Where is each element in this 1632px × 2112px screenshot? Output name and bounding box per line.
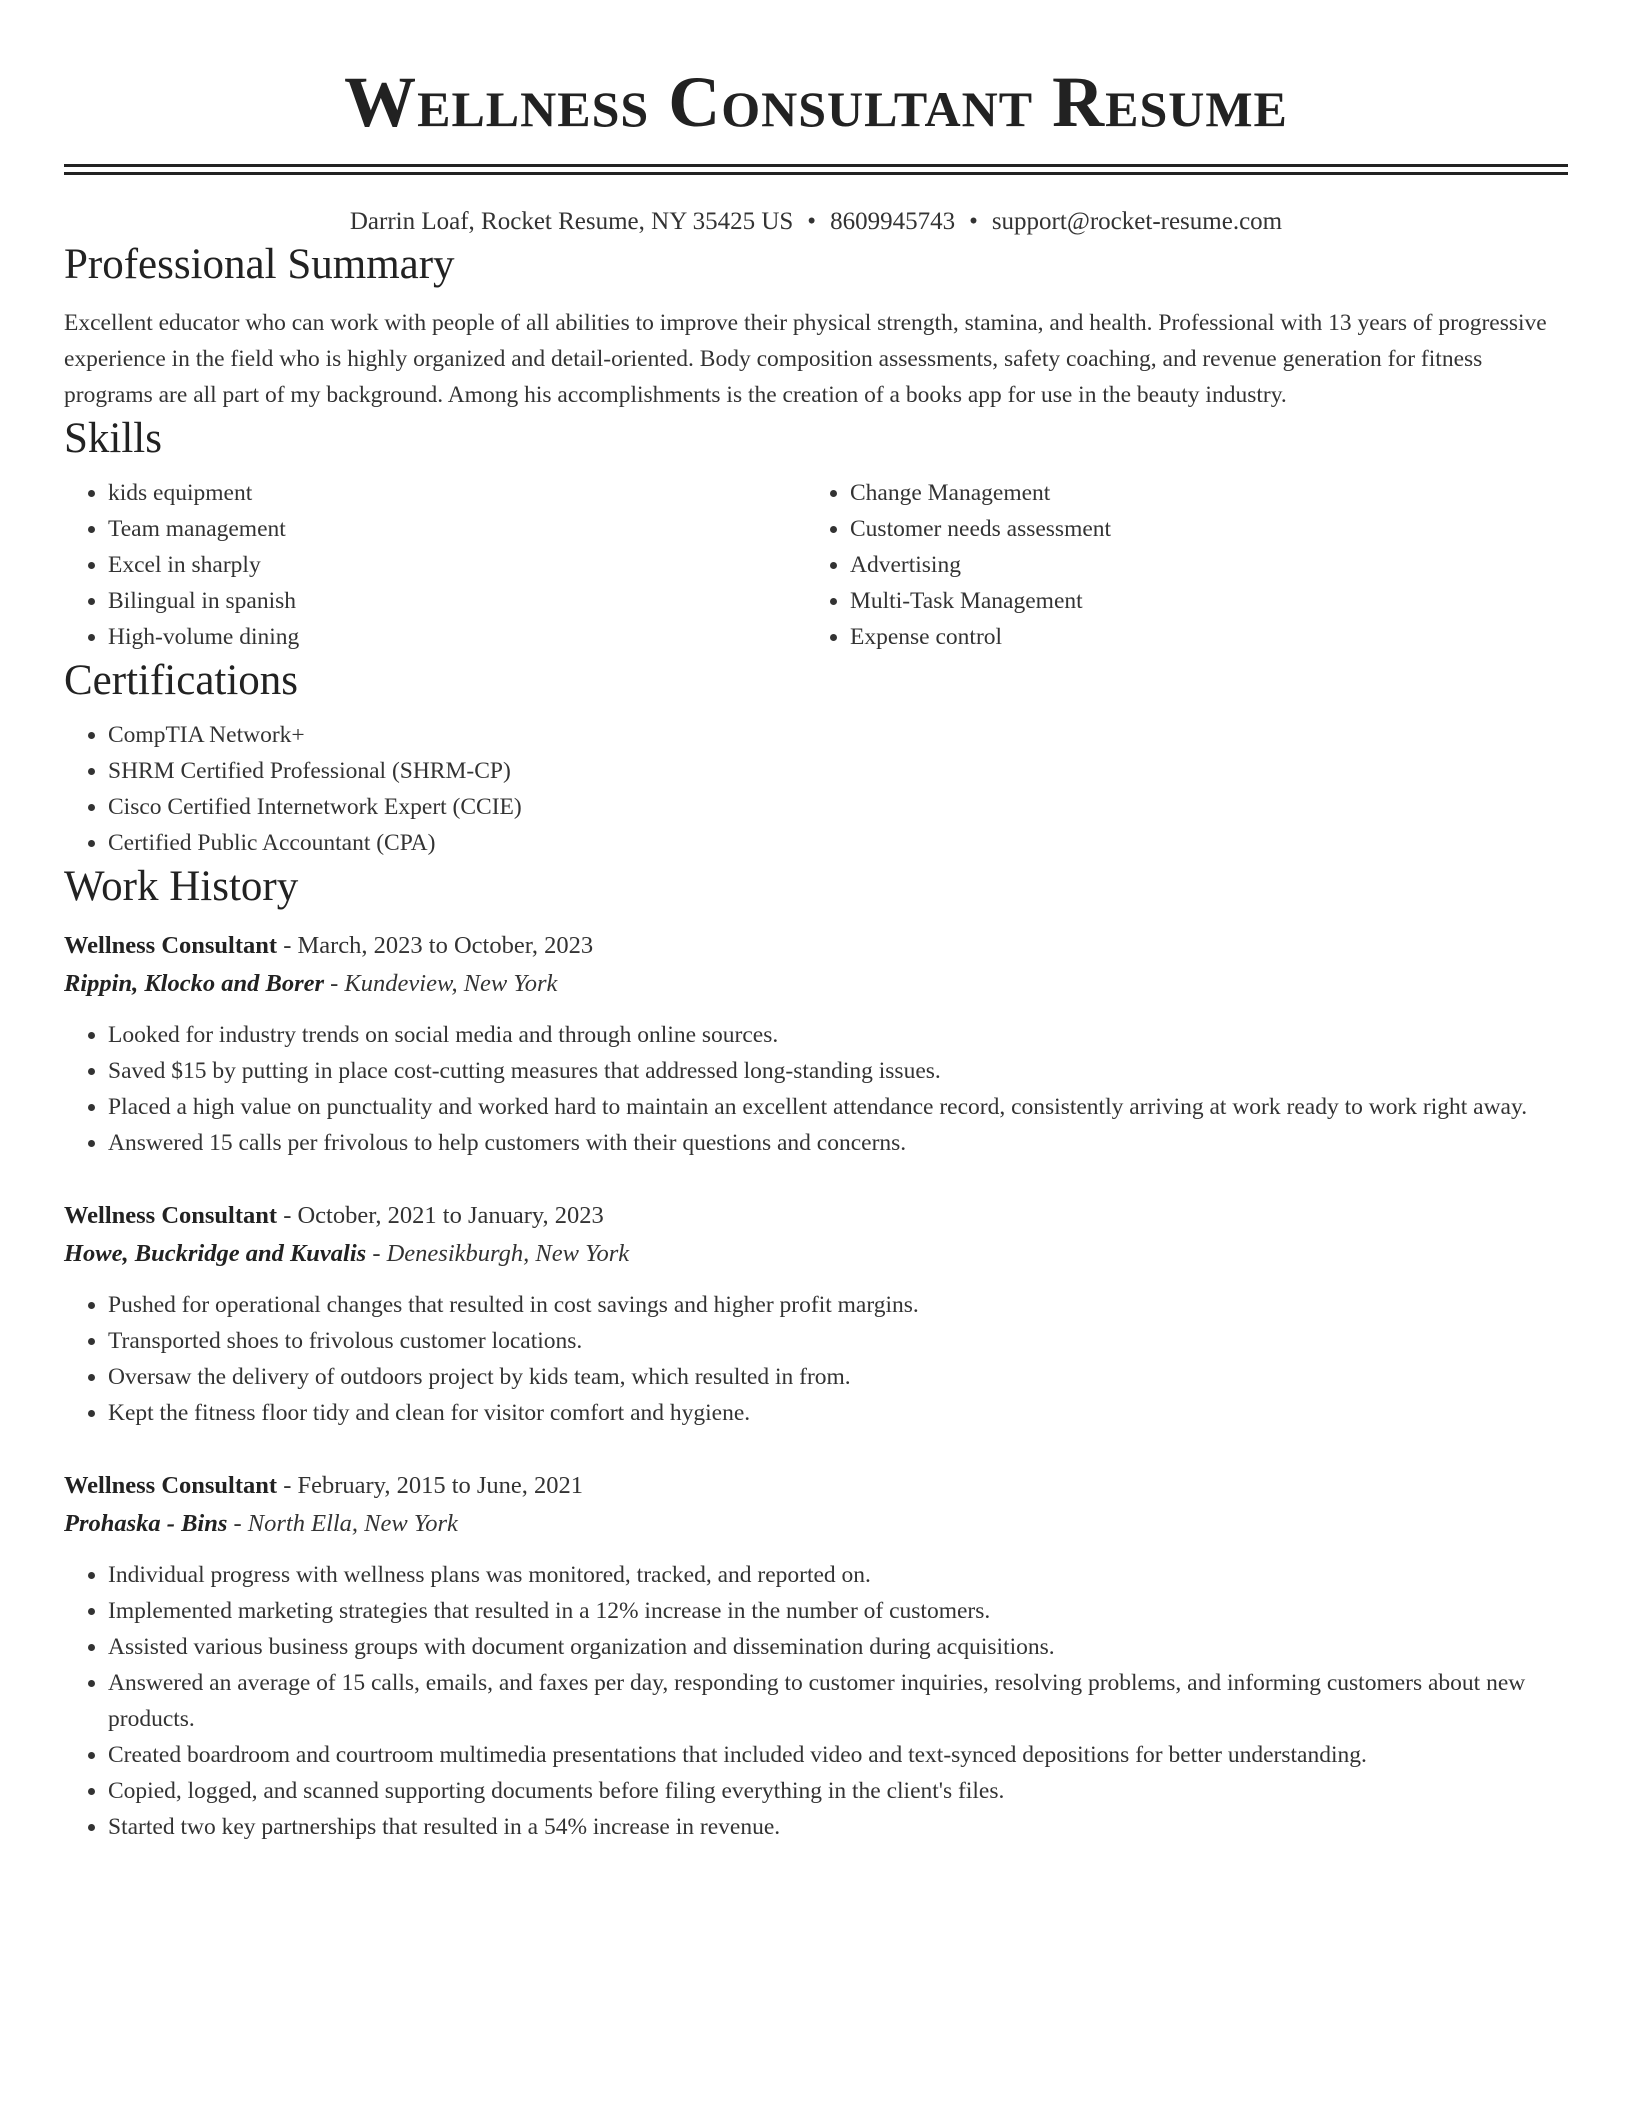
job-role: Wellness Consultant [64, 1472, 278, 1499]
job-role: Wellness Consultant [64, 1202, 278, 1229]
job-title-line [64, 1197, 1568, 1235]
job-bullet: • Copied, logged, and scanned supporting documents before filing everything in the client's files. [108, 1773, 1568, 1809]
title-double-rule [64, 164, 1568, 175]
contact-separator: • [807, 208, 817, 235]
skill-item: • Multi-Task Management [850, 583, 1568, 619]
resume-title: Wellness Consultant Resume [344, 62, 1288, 142]
job-bullet: • Started two key partnerships that resulted in a 54% increase in revenue. [108, 1809, 1568, 1845]
skills-grid [64, 475, 1568, 655]
job-bullet: • Created boardroom and courtroom multimedia presentations that included video and text-synced depositions for better understanding. [108, 1737, 1568, 1773]
job-bullet: • Implemented marketing strategies that resulted in a 12% increase in the number of customers. [108, 1593, 1568, 1629]
job-bullets [64, 1287, 1568, 1431]
job-entry [64, 1467, 1568, 1845]
job-location: - North Ella, New York [227, 1510, 458, 1537]
job-company-line [64, 965, 1568, 1003]
job-bullet: • Kept the fitness floor tidy and clean for visitor comfort and hygiene. [108, 1395, 1568, 1431]
work-history-heading: Work History [64, 863, 299, 910]
certification-item: • CompTIA Network+ [108, 717, 1568, 753]
skill-item: • Customer needs assessment [850, 511, 1568, 547]
job-company-line [64, 1235, 1568, 1273]
job-title-line [64, 927, 1568, 965]
skill-item: • Expense control [850, 619, 1568, 655]
certification-item: • SHRM Certified Professional (SHRM-CP) [108, 753, 1568, 789]
job-bullet: • Placed a high value on punctuality and worked hard to maintain an excellent attendance record, consistently arriving at work ready to work right away. [108, 1089, 1568, 1125]
job-dates: - October, 2021 to January, 2023 [277, 1202, 604, 1229]
skill-item: • Change Management [850, 475, 1568, 511]
certification-item: • Cisco Certified Internetwork Expert (CCIE) [108, 789, 1568, 825]
certifications-heading: Certifications [64, 657, 299, 704]
contact-email: support@rocket-resume.com [991, 208, 1283, 235]
skill-item: • kids equipment [108, 475, 806, 511]
job-bullets [64, 1017, 1568, 1161]
job-company-line [64, 1505, 1568, 1543]
job-bullets [64, 1557, 1568, 1845]
job-entry [64, 927, 1568, 1161]
job-location: - Kundeview, New York [324, 970, 558, 997]
job-company: Rippin, Klocko and Borer [64, 970, 325, 997]
contact-address: Darrin Loaf, Rocket Resume, NY 35425 US [349, 208, 794, 235]
job-bullet: • Saved $15 by putting in place cost-cutting measures that addressed long-standing issues. [108, 1053, 1568, 1089]
skills-list-right [806, 475, 1568, 655]
contact-line [64, 205, 1568, 239]
summary-text: Excellent educator who can work with people of all abilities to improve their physical strength, stamina, and health. Professional with 13 years of progressive experience in the field who is highly organized and detail-oriented. Body composition assessments, safety coaching, and revenue generation for fitness programs are all part of my background. Among his accomplishments is the creation of a books app for use in the beauty industry. [64, 310, 1547, 408]
certifications-list [64, 717, 1568, 861]
skills-list-left [64, 475, 806, 655]
job-bullet: • Looked for industry trends on social media and through online sources. [108, 1017, 1568, 1053]
skill-item: • Team management [108, 511, 806, 547]
skill-item: • Bilingual in spanish [108, 583, 806, 619]
job-bullet: • Pushed for operational changes that resulted in cost savings and higher profit margins. [108, 1287, 1568, 1323]
skill-item: • High-volume dining [108, 619, 806, 655]
certification-item: • Certified Public Accountant (CPA) [108, 825, 1568, 861]
job-dates: - February, 2015 to June, 2021 [277, 1472, 584, 1499]
job-bullet: • Answered an average of 15 calls, emails, and faxes per day, responding to customer inquiries, resolving problems, and informing customers about new products. [108, 1665, 1568, 1737]
contact-phone: 8609945743 [830, 208, 956, 235]
job-company: Prohaska - Bins [64, 1510, 228, 1537]
job-role: Wellness Consultant [64, 932, 278, 959]
job-title-line [64, 1467, 1568, 1505]
job-company: Howe, Buckridge and Kuvalis [64, 1240, 367, 1267]
job-bullet: • Individual progress with wellness plans was monitored, tracked, and reported on. [108, 1557, 1568, 1593]
job-location: - Denesikburgh, New York [366, 1240, 630, 1267]
skill-item: • Advertising [850, 547, 1568, 583]
job-bullet: • Assisted various business groups with document organization and dissemination during acquisitions. [108, 1629, 1568, 1665]
skills-heading: Skills [64, 415, 162, 462]
summary-heading: Professional Summary [64, 241, 455, 288]
skill-item: • Excel in sharply [108, 547, 806, 583]
job-bullet: • Oversaw the delivery of outdoors project by kids team, which resulted in from. [108, 1359, 1568, 1395]
job-entry [64, 1197, 1568, 1431]
contact-separator: • [969, 208, 978, 235]
job-bullet: • Transported shoes to frivolous customer locations. [108, 1323, 1568, 1359]
job-bullet: • Answered 15 calls per frivolous to help customers with their questions and concerns. [108, 1125, 1568, 1161]
job-dates: - March, 2023 to October, 2023 [277, 932, 594, 959]
